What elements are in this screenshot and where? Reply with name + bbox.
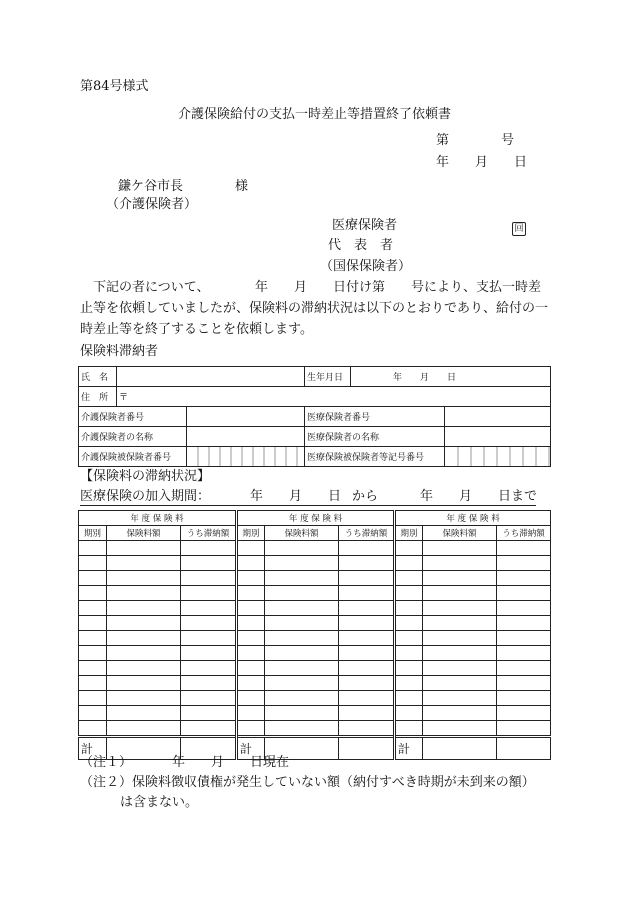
arrears-row — [79, 676, 551, 691]
arrears-cell[interactable] — [339, 601, 395, 616]
arrears-row — [79, 586, 551, 601]
arrears-cell[interactable] — [181, 721, 237, 737]
arrears-column-header-row — [79, 526, 551, 541]
arrears-cell[interactable] — [265, 571, 339, 586]
arrears-cell[interactable] — [79, 706, 107, 721]
arrears-cell[interactable] — [497, 586, 551, 601]
document-title: 介護保険給付の支払一時差止等措置終了依頼書 — [178, 107, 452, 122]
arrears-cell[interactable] — [237, 706, 265, 721]
col-amount-3: 保険料額 — [423, 526, 497, 541]
arrears-row — [79, 646, 551, 661]
arrears-cell[interactable] — [423, 616, 497, 631]
note-2-label: （注２） — [80, 775, 133, 790]
arrears-cell[interactable] — [181, 676, 237, 691]
arrears-row — [79, 541, 551, 556]
arrears-row — [79, 601, 551, 616]
arrears-cell[interactable] — [237, 721, 265, 737]
address-value[interactable]: 〒 — [117, 387, 551, 407]
arrears-cell[interactable] — [79, 571, 107, 586]
ltc-insurer-number-value[interactable] — [187, 407, 305, 427]
section-arrears: 【保険料の滞納状況】 — [80, 469, 211, 484]
arrears-cell[interactable] — [265, 706, 339, 721]
arrears-cell[interactable] — [265, 541, 339, 556]
arrears-cell[interactable] — [423, 586, 497, 601]
arrears-cell[interactable] — [181, 646, 237, 661]
total-label-3: 計 — [395, 737, 423, 760]
arrears-cell[interactable] — [79, 646, 107, 661]
arrears-cell[interactable] — [395, 601, 423, 616]
arrears-cell[interactable] — [181, 691, 237, 706]
arrears-cell[interactable] — [395, 631, 423, 646]
arrears-table — [78, 510, 551, 760]
medical-insured-number-boxes[interactable] — [445, 447, 551, 467]
arrears-cell[interactable] — [339, 541, 395, 556]
arrears-cell[interactable] — [181, 541, 237, 556]
arrears-cell[interactable] — [237, 586, 265, 601]
arrears-cell[interactable] — [107, 631, 181, 646]
arrears-cell[interactable] — [497, 706, 551, 721]
arrears-cell[interactable] — [107, 676, 181, 691]
arrears-cell[interactable] — [237, 541, 265, 556]
arrears-cell[interactable] — [265, 556, 339, 571]
arrears-cell[interactable] — [423, 631, 497, 646]
arrears-cell[interactable] — [107, 541, 181, 556]
arrears-cell[interactable] — [339, 556, 395, 571]
arrears-cell[interactable] — [423, 601, 497, 616]
arrears-cell[interactable] — [79, 556, 107, 571]
arrears-cell[interactable] — [339, 571, 395, 586]
enrollment-to[interactable]: 年 月 日まで — [420, 489, 538, 504]
enrollment-underline — [80, 505, 536, 506]
medical-insurer-name-value[interactable] — [445, 427, 551, 447]
info-row-insured-number — [79, 447, 551, 467]
arrears-cell[interactable] — [265, 676, 339, 691]
section-delinquent: 保険料滞納者 — [80, 344, 159, 359]
arrears-cell[interactable] — [497, 556, 551, 571]
arrears-cell[interactable] — [181, 616, 237, 631]
arrears-group-header-row — [79, 511, 551, 526]
name-label: 氏 名 — [79, 367, 117, 387]
arrears-row — [79, 691, 551, 706]
arrears-cell[interactable] — [79, 586, 107, 601]
arrears-cell[interactable] — [339, 721, 395, 737]
arrears-cell[interactable] — [237, 556, 265, 571]
arrears-cell[interactable] — [339, 616, 395, 631]
arrears-row — [79, 706, 551, 721]
arrears-cell[interactable] — [79, 676, 107, 691]
note-2-continued: は含まない。 — [120, 795, 199, 810]
arrears-cell[interactable] — [265, 616, 339, 631]
arrears-cell[interactable] — [423, 541, 497, 556]
arrears-cell[interactable] — [107, 571, 181, 586]
delinquent-info-table — [78, 366, 551, 467]
arrears-cell[interactable] — [395, 586, 423, 601]
sender-note: （国保保険者） — [320, 259, 412, 274]
arrears-row — [79, 721, 551, 737]
arrears-cell[interactable] — [395, 616, 423, 631]
arrears-cell[interactable] — [107, 646, 181, 661]
arrears-cell[interactable] — [265, 661, 339, 676]
arrears-cell[interactable] — [107, 706, 181, 721]
arrears-cell[interactable] — [395, 556, 423, 571]
arrears-cell[interactable] — [107, 616, 181, 631]
col-amount-2: 保険料額 — [265, 526, 339, 541]
ltc-insurer-number-label: 介護保険者番号 — [79, 407, 187, 427]
arrears-cell[interactable] — [395, 571, 423, 586]
arrears-cell[interactable] — [395, 691, 423, 706]
total-amount-3[interactable] — [423, 737, 497, 760]
arrears-cell[interactable] — [237, 571, 265, 586]
arrears-cell[interactable] — [423, 661, 497, 676]
arrears-cell[interactable] — [497, 661, 551, 676]
arrears-cell[interactable] — [79, 691, 107, 706]
arrears-cell[interactable] — [497, 631, 551, 646]
arrears-cell[interactable] — [181, 571, 237, 586]
arrears-cell[interactable] — [339, 646, 395, 661]
col-arrears-1: うち滞納額 — [181, 526, 237, 541]
arrears-cell[interactable] — [339, 631, 395, 646]
arrears-row — [79, 616, 551, 631]
arrears-cell[interactable] — [497, 601, 551, 616]
arrears-cell[interactable] — [339, 676, 395, 691]
arrears-cell[interactable] — [395, 721, 423, 737]
ltc-insurer-name-label: 介護保険者の名称 — [79, 427, 187, 447]
col-arrears-2: うち滞納額 — [339, 526, 395, 541]
medical-insurer-name-label: 医療保険者の名称 — [305, 427, 445, 447]
arrears-cell[interactable] — [79, 721, 107, 737]
arrears-cell[interactable] — [265, 586, 339, 601]
arrears-cell[interactable] — [237, 676, 265, 691]
arrears-cell[interactable] — [79, 541, 107, 556]
arrears-cell[interactable] — [423, 691, 497, 706]
arrears-cell[interactable] — [395, 661, 423, 676]
total-label-2: 計 — [237, 737, 265, 760]
note-2-text: 保険料徴収債権が発生していない額（納付すべき時期が未到来の額） — [132, 775, 535, 790]
arrears-cell[interactable] — [237, 616, 265, 631]
arrears-cell[interactable] — [423, 676, 497, 691]
info-row-insurer-name — [79, 427, 551, 447]
document-number: 第 号 — [436, 133, 515, 148]
arrears-cell[interactable] — [181, 601, 237, 616]
medical-insurer-number-label: 医療保険者番号 — [305, 407, 445, 427]
arrears-cell[interactable] — [107, 721, 181, 737]
ltc-insurer-name-value[interactable] — [187, 427, 305, 447]
col-arrears-3: うち滞納額 — [497, 526, 551, 541]
info-row-address — [79, 387, 551, 407]
arrears-cell[interactable] — [497, 616, 551, 631]
arrears-cell[interactable] — [339, 706, 395, 721]
arrears-cell[interactable] — [395, 646, 423, 661]
arrears-cell[interactable] — [497, 541, 551, 556]
arrears-cell[interactable] — [107, 586, 181, 601]
arrears-cell[interactable] — [79, 616, 107, 631]
fiscal-year-header-2: 年 度 保 険 料 — [237, 511, 395, 526]
arrears-cell[interactable] — [181, 586, 237, 601]
arrears-cell[interactable] — [79, 601, 107, 616]
total-arrears-3[interactable] — [497, 737, 551, 760]
arrears-cell[interactable] — [107, 601, 181, 616]
total-arrears-2[interactable] — [339, 737, 395, 760]
enrollment-kara: から — [352, 489, 379, 504]
arrears-cell[interactable] — [265, 646, 339, 661]
arrears-cell[interactable] — [265, 721, 339, 737]
arrears-cell[interactable] — [107, 556, 181, 571]
sender-representative: 代 表 者 — [328, 238, 394, 253]
arrears-cell[interactable] — [423, 706, 497, 721]
arrears-cell[interactable] — [237, 661, 265, 676]
seal-mark: 回 — [512, 218, 526, 236]
body-line-2: 止等を依頼していましたが、保険料の滞納状況は以下のとおりであり、給付の一 — [80, 301, 549, 316]
arrears-cell[interactable] — [423, 571, 497, 586]
arrears-cell[interactable] — [339, 691, 395, 706]
col-amount-1: 保険料額 — [107, 526, 181, 541]
body-line-1: 下記の者について、 年 月 日付け第 号により、支払一時差 — [93, 280, 541, 295]
arrears-row — [79, 661, 551, 676]
arrears-cell[interactable] — [237, 631, 265, 646]
enrollment-label: 医療保険の加入期間： — [80, 489, 211, 504]
col-period-1: 期別 — [79, 526, 107, 541]
arrears-cell[interactable] — [497, 646, 551, 661]
note-1-text: 年 月 日現在 — [172, 755, 290, 770]
col-period-2: 期別 — [237, 526, 265, 541]
arrears-cell[interactable] — [395, 706, 423, 721]
address-label: 住 所 — [79, 387, 117, 407]
ltc-insured-number-label: 介護保険被保険者番号 — [79, 447, 187, 467]
ltc-insured-number-boxes[interactable] — [187, 447, 305, 467]
arrears-cell[interactable] — [237, 646, 265, 661]
fiscal-year-header-3: 年 度 保 険 料 — [395, 511, 551, 526]
arrears-row — [79, 571, 551, 586]
total-label-1: 計 — [79, 737, 107, 760]
arrears-cell[interactable] — [265, 691, 339, 706]
arrears-cell[interactable] — [265, 601, 339, 616]
arrears-cell[interactable] — [237, 691, 265, 706]
arrears-cell[interactable] — [497, 691, 551, 706]
arrears-cell[interactable] — [497, 676, 551, 691]
arrears-row — [79, 631, 551, 646]
dob-label: 生年月日 — [305, 367, 351, 387]
arrears-total-row — [79, 737, 551, 760]
arrears-cell[interactable] — [497, 571, 551, 586]
arrears-cell[interactable] — [181, 556, 237, 571]
medical-insured-number-label: 医療保険被保険者等記号番号 — [305, 447, 445, 467]
arrears-cell[interactable] — [423, 721, 497, 737]
arrears-cell[interactable] — [79, 661, 107, 676]
dob-value[interactable]: 年 月 日 — [351, 367, 551, 387]
arrears-cell[interactable] — [395, 541, 423, 556]
arrears-cell[interactable] — [181, 631, 237, 646]
arrears-cell[interactable] — [107, 661, 181, 676]
arrears-cell[interactable] — [79, 631, 107, 646]
document-date: 年 月 日 — [436, 155, 528, 170]
arrears-cell[interactable] — [497, 721, 551, 737]
addressee-note: （介護保険者） — [106, 197, 198, 212]
arrears-cell[interactable] — [423, 646, 497, 661]
fiscal-year-header-1: 年 度 保 険 料 — [79, 511, 237, 526]
arrears-cell[interactable] — [339, 586, 395, 601]
arrears-row — [79, 556, 551, 571]
arrears-cell[interactable] — [107, 691, 181, 706]
name-value[interactable] — [117, 367, 305, 387]
col-period-3: 期別 — [395, 526, 423, 541]
body-line-3: 時差止等を終了することを依頼します。 — [80, 322, 313, 337]
arrears-cell[interactable] — [395, 676, 423, 691]
arrears-cell[interactable] — [181, 706, 237, 721]
arrears-cell[interactable] — [237, 601, 265, 616]
sender-insurer: 医療保険者 — [332, 218, 398, 233]
addressee: 鎌ケ谷市長 様 — [118, 179, 249, 194]
form-number: 第84号様式 — [80, 79, 149, 94]
arrears-cell[interactable] — [181, 661, 237, 676]
medical-insurer-number-value[interactable] — [445, 407, 551, 427]
enrollment-from[interactable]: 年 月 日 — [250, 489, 342, 504]
note-1-label: （注１） — [80, 755, 133, 770]
arrears-cell[interactable] — [423, 556, 497, 571]
arrears-cell[interactable] — [339, 661, 395, 676]
info-row-insurer-number — [79, 407, 551, 427]
info-row-name — [79, 367, 551, 387]
arrears-cell[interactable] — [265, 631, 339, 646]
